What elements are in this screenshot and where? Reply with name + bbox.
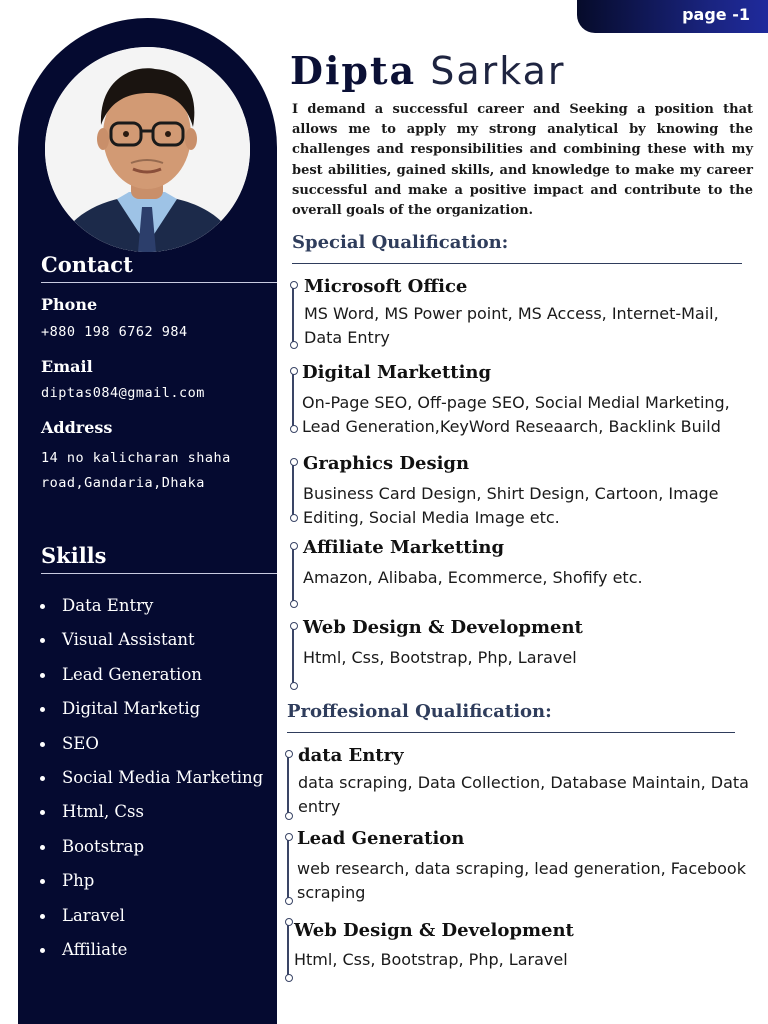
- phone-label: Phone: [41, 295, 98, 314]
- timeline-marker: [287, 836, 289, 902]
- qualification-title: Graphics Design: [303, 453, 470, 474]
- timeline-marker: [292, 370, 294, 430]
- timeline-marker: [292, 284, 294, 346]
- skill-item: Php: [36, 871, 263, 905]
- special-qualification-divider: [292, 263, 742, 264]
- last-name: Sarkar: [430, 49, 566, 93]
- skill-item: SEO: [36, 734, 263, 768]
- qualification-title: Digital Marketting: [302, 362, 492, 383]
- professional-body: data scraping, Data Collection, Database Maintain, Data entry: [298, 773, 749, 816]
- candidate-name: [290, 48, 566, 93]
- professional-qualification-divider: [287, 732, 735, 733]
- page-number-tab: page -1: [577, 0, 768, 33]
- timeline-marker: [292, 461, 294, 519]
- professional-title: Web Design & Development: [294, 920, 574, 941]
- skill-item: Html, Css: [36, 802, 263, 836]
- professional-body: Html, Css, Bootstrap, Php, Laravel: [294, 950, 568, 969]
- qualification-body: Html, Css, Bootstrap, Php, Laravel: [303, 648, 577, 667]
- skills-list: [36, 596, 263, 974]
- timeline-marker: [292, 545, 294, 605]
- qualification-title: Affiliate Marketting: [303, 537, 505, 558]
- email-value: diptas084@gmail.com: [41, 385, 205, 401]
- qualification-body: Business Card Design, Shirt Design, Cartoon, Image Editing, Social Media Image etc.: [303, 484, 719, 527]
- qualification-title: Microsoft Office: [304, 276, 468, 297]
- address-label: Address: [41, 418, 113, 437]
- professional-qualification-title: Proffesional Qualification:: [287, 701, 552, 722]
- skill-item: Visual Assistant: [36, 630, 263, 664]
- skill-item: Social Media Marketing: [36, 768, 263, 802]
- skill-item: Bootstrap: [36, 837, 263, 871]
- skills-heading: Skills: [41, 543, 107, 568]
- qualification-body: Amazon, Alibaba, Ecommerce, Shofify etc.: [303, 568, 643, 587]
- professional-body: web research, data scraping, lead generation, Facebook scraping: [297, 859, 746, 902]
- timeline-marker: [287, 921, 289, 979]
- contact-heading: Contact: [41, 252, 133, 277]
- special-qualification-title: Special Qualification:: [292, 232, 509, 253]
- timeline-marker: [287, 753, 289, 817]
- address-value: 14 no kalicharan shaha road,Gandaria,Dhaka: [41, 450, 231, 491]
- qualification-body: On-Page SEO, Off-page SEO, Social Medial Marketing, Lead Generation,KeyWord Reseaarch, Backlink Build: [302, 393, 730, 436]
- first-name: Dipta: [290, 48, 417, 93]
- skill-item: Affiliate: [36, 940, 263, 974]
- email-label: Email: [41, 357, 93, 376]
- profile-photo: [45, 47, 250, 252]
- skills-divider: [41, 573, 277, 574]
- skill-item: Digital Marketig: [36, 699, 263, 733]
- timeline-marker: [292, 625, 294, 687]
- career-objective: I demand a successful career and Seeking a position that allows me to apply my strong analytical by knowing the challenges and responsibilities and combining these with my best abilities, gained skills, and knowledge to make my career successful and make a positive impact and contribute to the overall goals of the organization.: [292, 102, 753, 219]
- skill-item: Lead Generation: [36, 665, 263, 699]
- qualification-title: Web Design & Development: [303, 617, 583, 638]
- portrait-photo-icon: [45, 47, 250, 252]
- skill-item: Laravel: [36, 906, 263, 940]
- qualification-body: MS Word, MS Power point, MS Access, Internet-Mail, Data Entry: [304, 304, 719, 347]
- contact-divider: [41, 282, 277, 283]
- sidebar: [18, 18, 277, 1024]
- professional-title: Lead Generation: [297, 828, 465, 849]
- skill-item: Data Entry: [36, 596, 263, 630]
- professional-title: data Entry: [298, 745, 404, 766]
- phone-value: +880 198 6762 984: [41, 324, 188, 340]
